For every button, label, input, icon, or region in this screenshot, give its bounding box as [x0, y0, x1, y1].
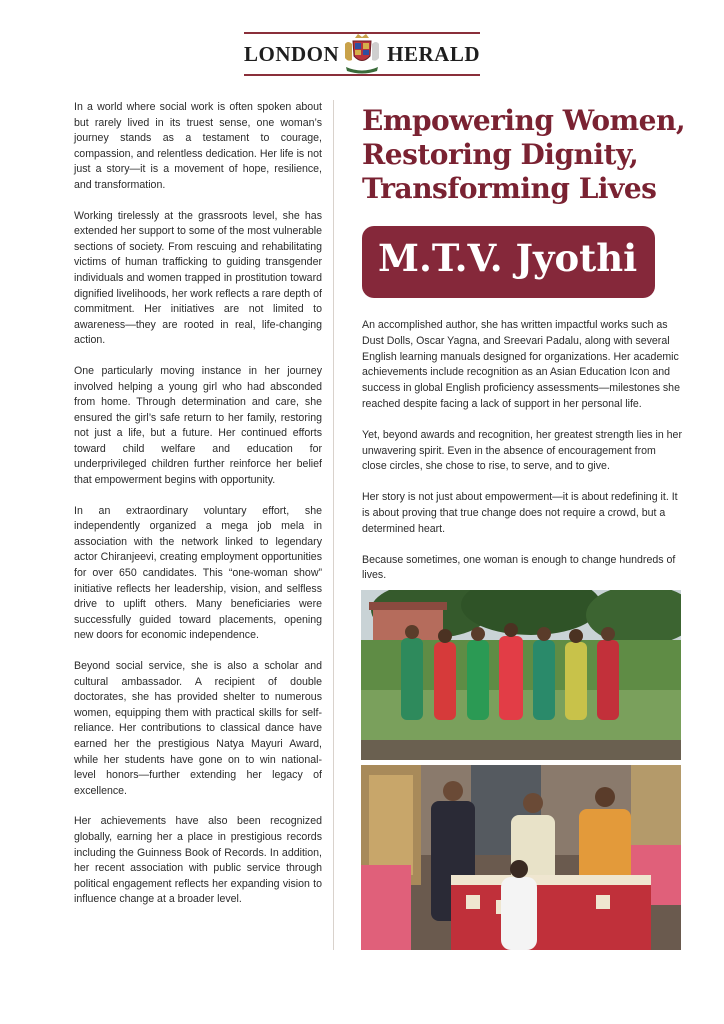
left-paragraph-2: Working tirelessly at the grassroots level, she has extended her support to some of the most vulnerable sections of society. From rescuing and rehabilitating victims of human trafficking to guiding transgender individuals and women trapped in prostitution toward dignified livelihoods, her work reflects a rare depth of commitment. Her initiatives are not limited to awareness—they are rooted in real, life-changing action. [74, 209, 322, 347]
right-column [362, 318, 682, 599]
event-stall-photo [361, 765, 681, 950]
masthead-left-word: LONDON [244, 42, 340, 66]
royal-crest-icon [340, 32, 384, 76]
group-outdoor-photo [361, 590, 681, 760]
headline-line-2: Restoring Dignity, [362, 138, 639, 171]
masthead-right-word: HERALD [387, 42, 480, 66]
right-paragraph-3: Her story is not just about empowerment—it is about redefining it. It is about proving that true change does not require a crowd, but a determined heart. [362, 491, 678, 535]
name-banner-text: M.T.V. Jyothi [378, 236, 638, 280]
masthead-bottom-rule [244, 74, 480, 76]
left-paragraph-1: In a world where social work is often spoken about but rarely lived in its truest sense, one woman’s journey stands as a testament to courage, compassion, and relentless dedication. Her life is not just a story—it is a movement of hope, resilience, and transformation. [74, 101, 322, 191]
column-divider [333, 100, 334, 950]
left-paragraph-3: One particularly moving instance in her journey involved helping a young girl who had absconded from home. Through determination and care, she ensured the girl’s safe return to her family, restoring not just a life, but a future. Her continued efforts toward child welfare and education for underprivileged children further reinforce her belief that empowerment begins with opportunity. [74, 364, 322, 487]
name-banner [362, 226, 655, 298]
headline-line-1: Empowering Women, [362, 104, 686, 137]
left-paragraph-5: Beyond social service, she is also a scholar and cultural ambassador. A recipient of double doctorates, she has provided shelter to numerous women, equipping them with practical skills for self-reliance. Her contributions to classical dance have earned her the prestigious Natya Mayuri Award, while her students have gone on to win national-level honors—further extending her legacy of excellence. [74, 660, 322, 797]
left-paragraph-6: Her achievements have also been recognized globally, earning her a place in prestigious records including the Guinness Book of Records. In addition, her recent association with public service through political engagement reflects her expanding vision to influence change at a broader level. [74, 815, 322, 906]
right-paragraph-4: Because sometimes, one woman is enough to change hundreds of lives. [362, 553, 676, 582]
masthead [244, 32, 480, 76]
right-paragraph-2: Yet, beyond awards and recognition, her greatest strength lies in her unwavering spirit. Even in the absence of encouragement from close circles, she chose to rise, to serve, and to give. [362, 428, 682, 473]
right-paragraph-1: An accomplished author, she has written impactful works such as Dust Dolls, Oscar Yagna, and Sreevari Padalu, along with several English learning manuals designed for organizations. Her academic achievements include recognition as an Asian Education Icon and success in global English proficiency assessments—milestones she reached despite facing a lack of support in her personal life. [362, 319, 680, 410]
left-paragraph-4: In an extraordinary voluntary effort, she independently organized a mega job mela in association with the network linked to legendary actor Chiranjeevi, creating employment opportunities for over 650 candidates. This “one-woman show” initiative reflects her leadership, vision, and selfless drive to uplift others. Many beneficiaries were successfully guided toward placements, opening new doors for economic independence. [74, 504, 322, 642]
headline [362, 104, 686, 206]
left-column [74, 100, 322, 923]
headline-line-3: Transforming Lives [362, 172, 657, 205]
